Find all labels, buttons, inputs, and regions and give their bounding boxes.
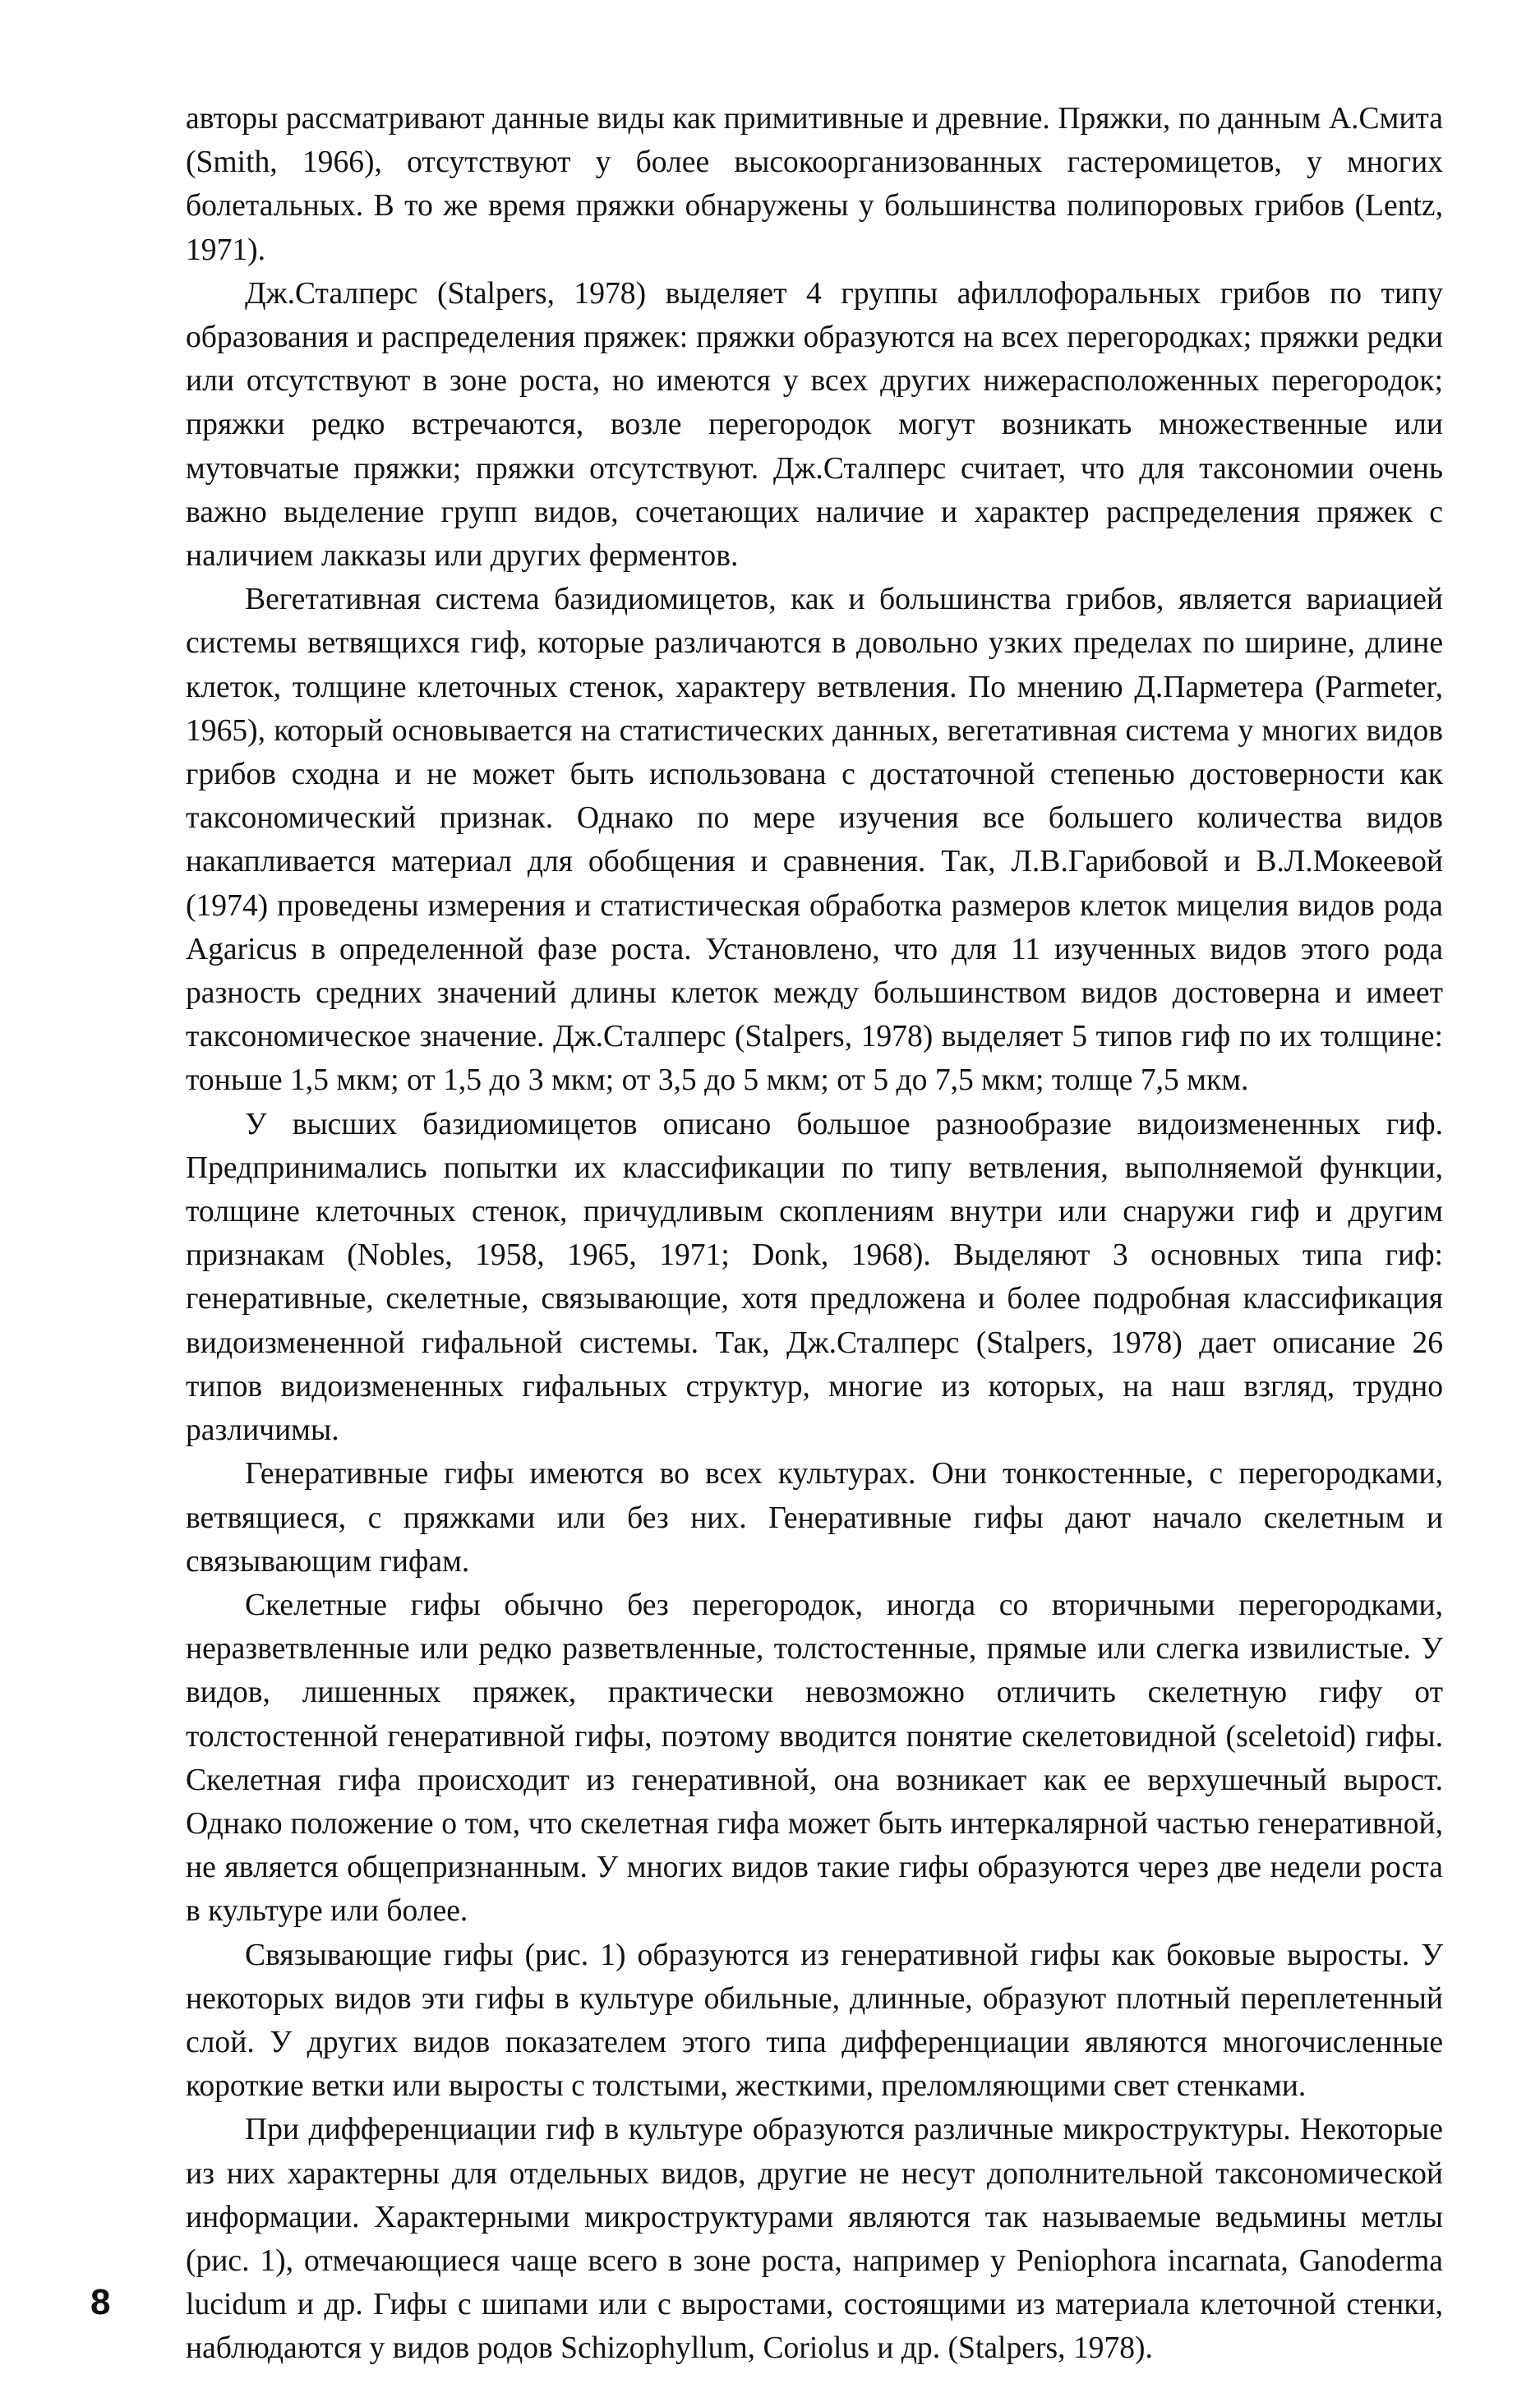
paragraph-5: Генеративные гифы имеются во всех культурах. Они тонкостенные, с перегородками, ветвящиеся, с пряжками или без них. Генеративные гифы дают начало скелетным и связывающим гифам.	[186, 1457, 1443, 1579]
paragraph-8: При дифференциации гиф в культуре образуются различные микроструктуры. Некоторые из них характерны для отдельных видов, другие не несут дополнительной таксономической информации. Характерными микроструктурами являются так называемые ведьмины метлы (рис. 1), отмечающиеся чаще всего в зоне роста, например у Peniophora incarnata, Ganoderma lucidum и др. Гифы с шипами или с выростами, состоящими из материала клеточной стенки, наблюдаются у видов родов Schizophyllum, Coriolus и др. (Stalpers, 1978).	[186, 2113, 1443, 2366]
paragraph-3: Вегетативная система базидиомицетов, как и большинства грибов, является вариацией системы ветвящихся гиф, которые различаются в довольно узких пределах по ширине, длине клеток, толщине клеточных стенок, характеру ветвления. По мнению Д.Парметера (Parmeter, 1965), который основывается на статистических данных, вегетативная система у многих видов грибов сходна и не может быть использована с достаточной степенью достоверности как таксономический признак. Однако по мере изучения все большего количества видов накапливается материал для обобщения и сравнения. Так, Л.В.Гарибовой и В.Л.Мокеевой (1974) проведены измерения и статистическая обработка размеров клеток мицелия видов рода Agaricus в определенной фазе роста. Установлено, что для 11 изученных видов этого рода разность средних значений длины клеток между большинством видов достоверна и имеет таксономическое значение. Дж.Сталперс (Stalpers, 1978) выделяет 5 типов гиф по их толщине: тоньше 1,5 мкм; от 1,5 до 3 мкм; от 3,5 до 5 мкм; от 5 до 7,5 мкм; толще 7,5 мкм.	[186, 583, 1443, 1098]
paragraph-4: У высших базидиомицетов описано большое разнообразие видоизмененных гиф. Предпринимались попытки их классификации по типу ветвления, выполняемой функции, толщине клеточных стенок, причудливым скоплениям внутри или снаружи гиф и другим признакам (Nobles, 1958, 1965, 1971; Donk, 1968). Выделяют 3 основных типа гиф: генеративные, скелетные, связывающие, хотя предложена и более подробная классификация видоизмененной гифальной системы. Так, Дж.Сталперс (Stalpers, 1978) дает описание 26 типов видоизмененных гифальных структур, многие из которых, на наш взгляд, трудно различимы.	[186, 1107, 1443, 1448]
page-number: 8	[90, 2282, 111, 2322]
paragraph-7: Связывающие гифы (рис. 1) образуются из генеративной гифы как боковые выросты. У некоторых видов эти гифы в культуре обильные, длинные, образуют плотный переплетенный слой. У других видов показателем этого типа дифференциации являются многочисленные короткие ветки или выросты с толстыми, жесткими, преломляющими свет стенками.	[186, 1938, 1443, 2104]
paragraph-1: авторы рассматривают данные виды как примитивные и древние. Пряжки, по данным А.Смита (Smith, 1966), отсутствуют у более высокоорганизованных гастеромицетов, у многих болетальных. В то же время пряжки обнаружены у большинства полипоровых грибов (Lentz, 1971).	[186, 102, 1443, 267]
paragraph-6: Скелетные гифы обычно без перегородок, иногда со вторичными перегородками, неразветвленные или редко разветвленные, толстостенные, прямые или слегка извилистые. У видов, лишенных пряжек, практически невозможно отличить скелетную гифу от толстостенной генеративной гифы, поэтому вводится понятие скелетовидной (sceletoid) гифы. Скелетная гифа происходит из генеративной, она возникает как ее верхушечный вырост. Однако положение о том, что скелетная гифа может быть интеркалярной частью генеративной, не является общепризнанным. У многих видов такие гифы образуются через две недели роста в культуре или более.	[186, 1588, 1443, 1929]
paragraph-2: Дж.Сталперс (Stalpers, 1978) выделяет 4 группы афиллофоральных грибов по типу образования и распределения пряжек: пряжки образуются на всех перегородках; пряжки редки или отсутствуют в зоне роста, но имеются у всех других нижерасположенных перегородок; пряжки редко встречаются, возле перегородок могут возникать множественные или мутовчатые пряжки; пряжки отсутствуют. Дж.Сталперс считает, что для таксономии очень важно выделение групп видов, сочетающих наличие и характер распределения пряжек с наличием лакказы или других ферментов.	[186, 276, 1443, 574]
body-text	[186, 97, 1443, 2371]
